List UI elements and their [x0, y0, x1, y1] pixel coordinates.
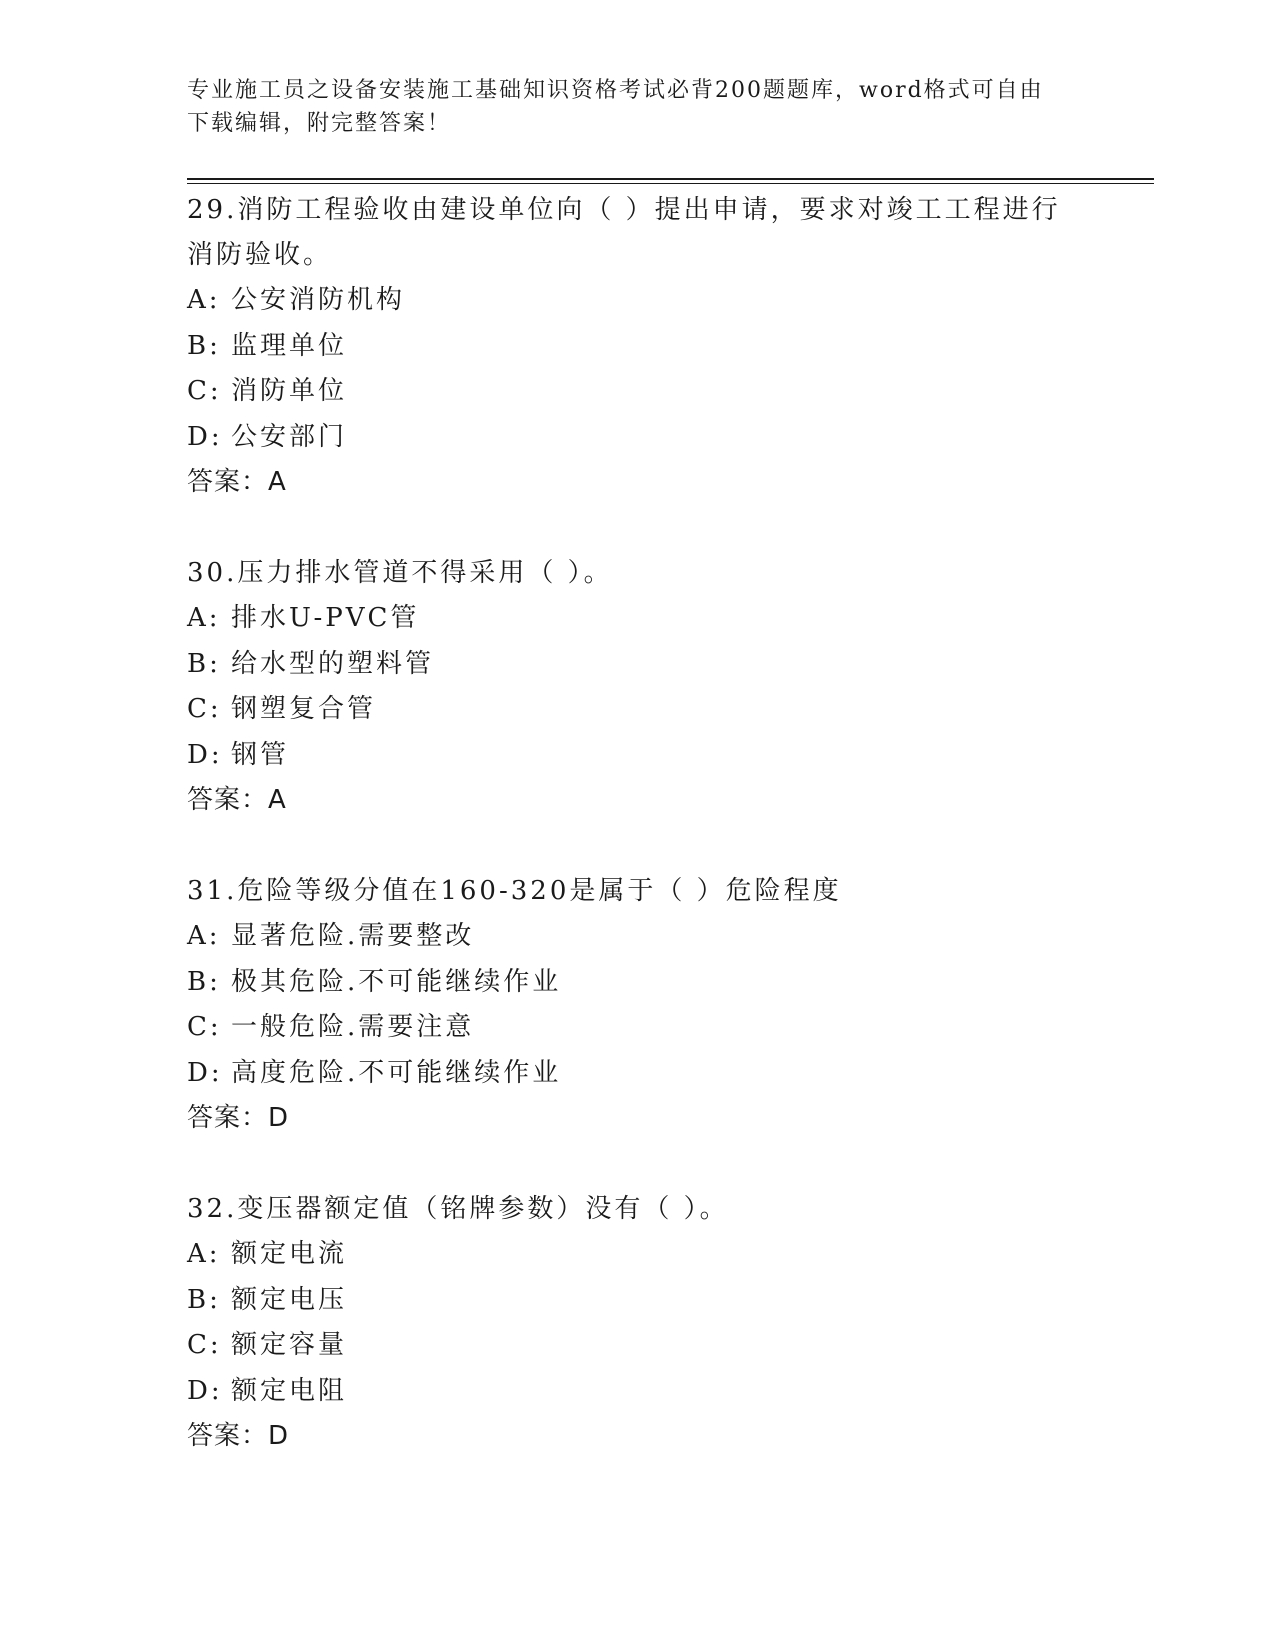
option-text: 显著危险.需要整改	[231, 921, 475, 951]
option-a	[187, 278, 1067, 324]
option-text: 钢管	[231, 739, 290, 770]
option-letter: A:	[187, 285, 221, 315]
option-d	[187, 1051, 1067, 1097]
option-text: 高度危险.不可能继续作业	[231, 1057, 562, 1088]
option-b	[187, 324, 1067, 370]
option-d	[187, 415, 1067, 461]
option-letter: B:	[187, 648, 221, 679]
option-d	[187, 1369, 1067, 1415]
option-text: 公安消防机构	[231, 285, 406, 315]
option-letter: B:	[187, 1284, 221, 1315]
question-30	[187, 551, 1067, 823]
question-stem: 30.压力排水管道不得采用（ ）。	[187, 558, 613, 588]
question-spacer	[187, 823, 1067, 869]
question-spacer	[187, 1141, 1067, 1187]
question-stem-continuation: 消防验收。	[187, 240, 333, 270]
option-letter: B:	[187, 330, 221, 361]
option-b	[187, 642, 1067, 688]
header-line-2: 下载编辑，附完整答案！	[187, 111, 452, 136]
question-29	[187, 188, 1067, 505]
option-letter: C:	[187, 694, 222, 724]
option-letter: C:	[187, 376, 222, 406]
answer-line: 答案：A	[187, 467, 287, 497]
question-32	[187, 1187, 1067, 1459]
option-text: 排水U-PVC管	[231, 603, 420, 633]
answer-line: 答案：D	[187, 1421, 290, 1451]
option-b	[187, 1278, 1067, 1324]
question-spacer	[187, 505, 1067, 551]
answer-line: 答案：D	[187, 1103, 290, 1133]
option-letter: C:	[187, 1330, 222, 1360]
option-d	[187, 733, 1067, 779]
option-letter: B:	[187, 966, 221, 997]
option-text: 给水型的塑料管	[231, 648, 435, 679]
option-letter: D:	[187, 739, 223, 770]
option-text: 额定容量	[231, 1330, 348, 1360]
option-text: 额定电压	[231, 1284, 348, 1315]
option-text: 极其危险.不可能继续作业	[231, 966, 562, 997]
answer-line: 答案：A	[187, 785, 287, 815]
option-text: 钢塑复合管	[231, 694, 377, 724]
option-text: 消防单位	[231, 376, 348, 406]
option-c	[187, 1323, 1067, 1369]
option-b	[187, 960, 1067, 1006]
option-c	[187, 687, 1067, 733]
header-divider-thick	[187, 178, 1154, 180]
option-c	[187, 369, 1067, 415]
option-letter: A:	[187, 1239, 221, 1269]
question-stem: 32.变压器额定值（铭牌参数）没有（ ）。	[187, 1194, 729, 1224]
option-text: 监理单位	[231, 330, 348, 361]
document-header	[187, 74, 1067, 140]
question-stem: 29.消防工程验收由建设单位向（ ）提出申请，要求对竣工工程进行	[187, 195, 1061, 225]
option-text: 额定电流	[231, 1239, 348, 1269]
option-text: 一般危险.需要注意	[231, 1012, 475, 1042]
option-letter: D:	[187, 1375, 223, 1406]
question-list	[187, 188, 1067, 1459]
header-divider-thin	[187, 183, 1154, 184]
option-letter: A:	[187, 603, 221, 633]
option-a	[187, 596, 1067, 642]
option-text: 额定电阻	[231, 1375, 348, 1406]
option-letter: D:	[187, 421, 223, 452]
option-a	[187, 1232, 1067, 1278]
header-line-1: 专业施工员之设备安装施工基础知识资格考试必背200题题库，word格式可自由	[187, 78, 1044, 103]
option-letter: D:	[187, 1057, 223, 1088]
question-31	[187, 869, 1067, 1141]
option-letter: A:	[187, 921, 221, 951]
option-letter: C:	[187, 1012, 222, 1042]
option-a	[187, 914, 1067, 960]
question-stem: 31.危险等级分值在160-320是属于（ ）危险程度	[187, 876, 842, 906]
option-text: 公安部门	[231, 421, 348, 452]
option-c	[187, 1005, 1067, 1051]
